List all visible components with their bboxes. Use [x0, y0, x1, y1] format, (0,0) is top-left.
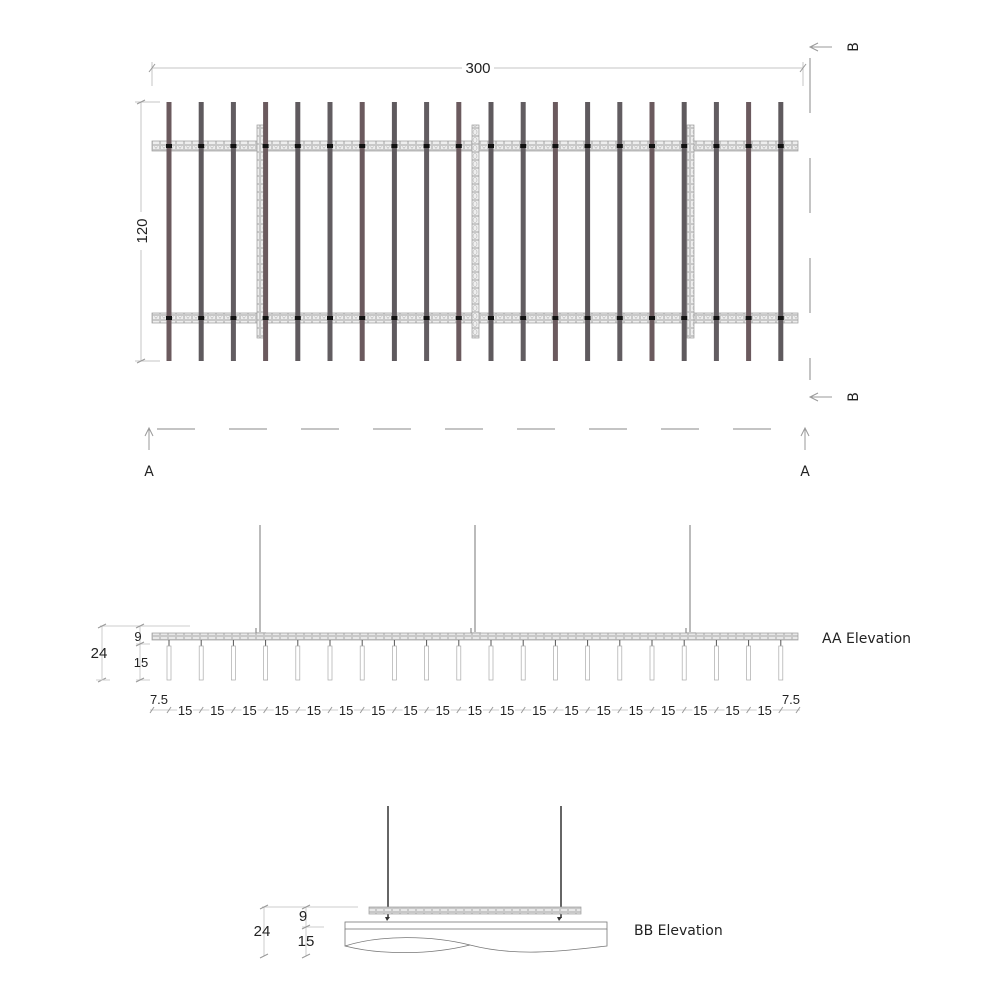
spacing-label: 15	[242, 703, 257, 718]
bb-rail	[369, 907, 581, 914]
bb-total-height-label: 24	[253, 923, 271, 940]
pendant	[779, 640, 783, 680]
width-dimension	[149, 58, 806, 86]
spacing-label: 15	[725, 703, 740, 718]
pendant	[392, 640, 396, 680]
width-label: 300	[465, 60, 491, 77]
slat	[553, 102, 558, 361]
slat	[585, 102, 590, 361]
aa-elevation-title: AA Elevation	[822, 631, 912, 647]
slat	[231, 102, 236, 361]
section-marker-a-right: A	[800, 464, 810, 480]
section-line-b	[810, 42, 862, 402]
slat	[263, 102, 268, 361]
section-marker-b-bottom: B	[846, 392, 862, 402]
pendant	[682, 640, 686, 680]
bb-rail-height-label: 9	[298, 908, 308, 925]
cross-rail-2	[472, 125, 479, 338]
spacing-label: 15	[532, 703, 547, 718]
spacing-label: 7.5	[781, 692, 801, 707]
depth-label: 120	[134, 218, 151, 244]
spacing-label: 15	[435, 703, 450, 718]
spacing-label: 15	[306, 703, 322, 718]
pendant	[618, 640, 622, 680]
spacing-label: 7.5	[149, 692, 169, 707]
spacing-label: 15	[403, 703, 418, 718]
bb-pendant-body	[345, 922, 607, 953]
spacing-label: 15	[467, 703, 483, 718]
section-line-a	[144, 428, 810, 480]
slat	[521, 102, 526, 361]
pendant	[489, 640, 493, 680]
bb-height-dimensions	[254, 905, 358, 958]
plan-view	[132, 42, 862, 480]
slat	[295, 102, 300, 361]
pendant	[714, 640, 718, 680]
pendant	[167, 640, 171, 680]
bb-elevation-title: BB Elevation	[634, 923, 723, 939]
pendant	[521, 640, 525, 680]
slat	[456, 102, 461, 361]
aa-total-height-label: 24	[90, 645, 108, 662]
depth-dimension	[132, 100, 160, 363]
slat	[424, 102, 429, 361]
aa-rail	[152, 633, 798, 640]
slat	[360, 102, 365, 361]
pendant	[747, 640, 751, 680]
spacing-label: 15	[693, 703, 708, 718]
section-marker-b-top: B	[846, 42, 862, 52]
pendant	[199, 640, 203, 680]
pendant	[296, 640, 300, 680]
spacing-label: 15	[371, 703, 386, 718]
spacing-label: 15	[757, 703, 772, 718]
pendant	[425, 640, 429, 680]
slat	[650, 102, 655, 361]
aa-rail-height-label: 9	[134, 629, 142, 644]
slat	[328, 102, 333, 361]
slat	[714, 102, 719, 361]
pendant	[650, 640, 654, 680]
spacing-label: 15	[564, 703, 579, 718]
suspension-cables	[256, 525, 696, 633]
aa-pendant-height-label: 15	[133, 655, 149, 670]
cross-rail-1	[257, 125, 264, 338]
pendant	[553, 640, 557, 680]
aa-elevation	[91, 525, 911, 718]
slat	[199, 102, 204, 361]
slat	[167, 102, 172, 361]
spacing-label: 15	[210, 703, 225, 718]
pendant	[457, 640, 461, 680]
spacing-label: 15	[596, 703, 611, 718]
spacing-label: 15	[338, 703, 354, 718]
slat	[778, 102, 783, 361]
bb-pendant-height-label: 15	[297, 933, 315, 950]
bb-elevation	[254, 806, 723, 958]
slat	[746, 102, 751, 361]
spacing-label: 15	[660, 703, 676, 718]
section-marker-a-left: A	[144, 464, 154, 480]
spacing-label: 15	[499, 703, 515, 718]
pendant	[328, 640, 332, 680]
slat	[392, 102, 397, 361]
pendant	[231, 640, 235, 680]
cross-rail-3	[687, 125, 694, 338]
pendant	[586, 640, 590, 680]
spacing-label: 15	[628, 703, 644, 718]
slat	[617, 102, 622, 361]
pendant	[360, 640, 364, 680]
spacing-label: 15	[274, 703, 289, 718]
pendant	[264, 640, 268, 680]
aa-spacing-dimension-chain	[150, 692, 800, 718]
pendant-group	[167, 640, 783, 680]
slat	[489, 102, 494, 361]
spacing-label: 15	[177, 703, 193, 718]
slat	[682, 102, 687, 361]
